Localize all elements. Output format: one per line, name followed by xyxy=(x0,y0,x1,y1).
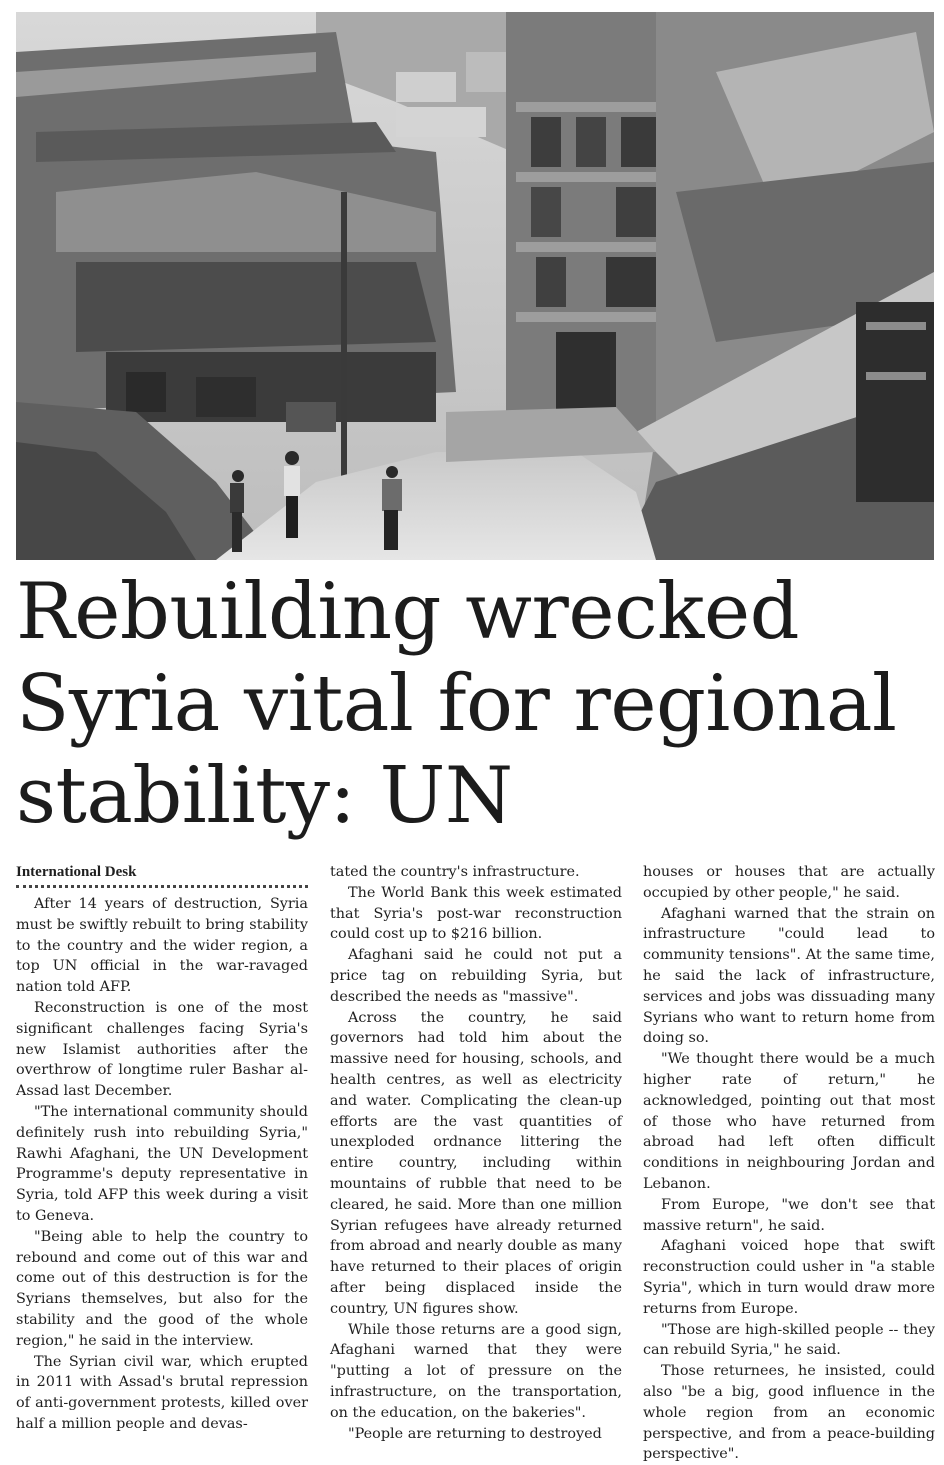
paragraph-continuation: tated the country's infrastructure. xyxy=(330,864,580,880)
article-column-3 xyxy=(643,862,935,1465)
paragraph: Afaghani voiced hope that swift reconstruction could usher in "a stable Syria", which in turn would draw more returns from Europe. xyxy=(643,1238,935,1317)
article-photo xyxy=(16,12,934,560)
article-column-1 xyxy=(16,862,308,1435)
paragraph: While those returns are a good sign, Afaghani warned that they were "putting a lot of pressure on the infrastructure, on the transportation, on the education, on the bakeries". xyxy=(330,1321,622,1421)
destroyed-street-image xyxy=(16,12,934,560)
paragraph: "People are returning to destroyed xyxy=(348,1425,602,1442)
paragraph: Afaghani said he could not put a price tag on rebuilding Syria, but described the needs as "massive". xyxy=(330,947,622,1005)
headline xyxy=(16,566,934,842)
paragraph: Reconstruction is one of the most significant challenges facing Syria's new Islamist authorities after the overthrow of longtime ruler Bashar al-Assad last December. xyxy=(16,999,308,1100)
paragraph: After 14 years of destruction, Syria must be swiftly rebuilt to bring stability to the country and the wider region, a top UN official in the war-ravaged nation told AFP. xyxy=(16,896,308,996)
headline-line-1: Rebuilding wrecked xyxy=(16,567,800,657)
paragraph: Those returnees, he insisted, could also "be a big, good influence in the whole region from an economic perspective, and from a peace-building perspective". xyxy=(643,1363,935,1463)
paragraph: Across the country, he said governors had told him about the massive need for housing, schools, and health centres, as well as electricity and water. Complicating the clean-up efforts are the vast quantities of unexploded ordnance littering the entire country, including within mountains of rubble that need to be cleared, he said. More than one million Syrian refugees have already returned from abroad and nearly double as many have returned to their places of origin after being displaced inside the country, UN figures show. xyxy=(330,1009,622,1317)
paragraph: From Europe, "we don't see that massive return", he said. xyxy=(643,1196,935,1234)
headline-line-3: stability: UN xyxy=(16,751,513,841)
paragraph: "Being able to help the country to rebound and come out of this war and come out of this destruction is for the Syrians themselves, but also for the stability and the good of the whole region," he said in the interview. xyxy=(16,1228,308,1349)
paragraph: Afaghani warned that the strain on infrastructure "could lead to community tensions". At the same time, he said the lack of infrastructure, services and jobs was dissuading many Syrians who want to return home from doing so. xyxy=(643,905,935,1047)
headline-line-2: Syria vital for regional xyxy=(16,659,897,749)
paragraph: "Those are high-skilled people -- they can rebuild Syria," he said. xyxy=(643,1321,935,1359)
paragraph: "We thought there would be a much higher rate of return," he acknowledged, pointing out that most of those who have returned from abroad had left often difficult conditions in neighbouring Jordan and Lebanon. xyxy=(643,1051,935,1192)
paragraph: "The international community should definitely rush into rebuilding Syria," Rawhi Afaghani, the UN Development Programme's deputy representative in Syria, told AFP this week during a visit to Geneva. xyxy=(16,1103,308,1224)
byline: International Desk xyxy=(16,862,308,888)
paragraph-continuation: houses or houses that are actually occupied by other people," he said. xyxy=(643,864,935,901)
paragraph: The World Bank this week estimated that Syria's post-war reconstruction could cost up to $216 billion. xyxy=(330,884,622,943)
paragraph: The Syrian civil war, which erupted in 2011 with Assad's brutal repression of anti-government protests, killed over half a million people and devas- xyxy=(16,1353,308,1432)
article-column-2 xyxy=(330,862,622,1444)
